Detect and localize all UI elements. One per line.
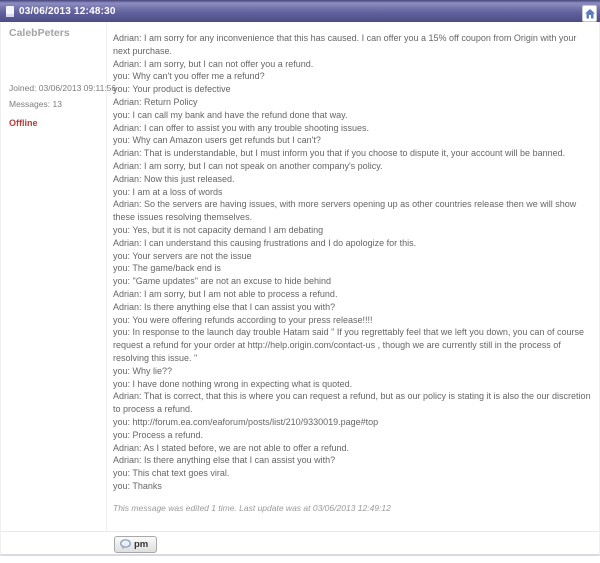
- chat-line: Adrian: As I stated before, we are not able to offer a refund.: [113, 442, 349, 453]
- chat-line: Adrian: Return Policy: [113, 96, 198, 107]
- author-status-badge: Offline: [9, 118, 38, 128]
- post-timestamp: 03/06/2013 12:48:30: [19, 5, 116, 17]
- chat-line: you: I have done nothing wrong in expecting what is quoted.: [113, 378, 353, 389]
- chat-line: Adrian: Is there anything else that I can assist you with?: [113, 455, 336, 466]
- chat-line: Adrian: I am sorry, but I am not able to process a refund.: [113, 288, 338, 299]
- chat-line: you: Why can Amazon users get refunds but I can't?: [113, 135, 321, 146]
- pm-icon: [120, 539, 131, 550]
- chat-line: Adrian: That is understandable, but I must inform you that if you choose to dispute it, your account will be banned.: [113, 148, 566, 159]
- edit-note: This message was edited 1 time. Last update was at 03/06/2013 12:49:12: [113, 503, 391, 513]
- chat-line: Adrian: That is correct, that this is where you can request a refund, but as our policy is stating it is also the our discretion to process a refund.: [113, 391, 591, 415]
- chat-transcript: [113, 32, 595, 493]
- chat-line: you: Why can't you offer me a refund?: [113, 71, 265, 82]
- page-icon: [6, 6, 14, 17]
- author-message-count: Messages: 13: [9, 99, 62, 109]
- footer-divider: [1, 531, 599, 532]
- chat-line: you: Process a refund.: [113, 429, 204, 440]
- pm-button[interactable]: [114, 536, 157, 553]
- chat-line: you: In response to the launch day trouble Hatam said " If you regrettably feel that we left you down, you can of course request a refund for your order at http://help.origin.com/contact-us , though we are currently still in the process of resolving this issue. ": [113, 327, 584, 363]
- author-sidebar: [9, 22, 117, 554]
- chat-line: you: I can call my bank and have the refund done that way.: [113, 109, 348, 120]
- chat-line: you: This chat text goes viral.: [113, 468, 230, 479]
- author-joined-date: Joined: 03/06/2013 09:11:56: [9, 83, 117, 93]
- home-icon[interactable]: [582, 5, 597, 22]
- chat-line: you: Your servers are not the issue: [113, 250, 252, 261]
- chat-line: you: The game/back end is: [113, 263, 221, 274]
- post-body: [0, 22, 600, 556]
- chat-line: you: Why lie??: [113, 365, 173, 376]
- chat-line: you: http://forum.ea.com/eaforum/posts/list/210/9330019.page#top: [113, 416, 379, 427]
- chat-line: you: Yes, but it is not capacity demand I am debating: [113, 224, 324, 235]
- chat-line: Adrian: I am sorry for any inconvenience that this has caused. I can offer you a 15% off coupon from Origin with your next purchase.: [113, 33, 577, 56]
- chat-line: Adrian: So the servers are having issues, with more servers opening up as other countries release then we will show these issues resolving themselves.: [113, 199, 577, 223]
- chat-line: you: You were offering refunds according to your press release!!!!: [113, 314, 373, 325]
- chat-line: Adrian: I am sorry, but I can not offer you a refund.: [113, 58, 314, 69]
- chat-line: you: "Game updates" are not an excuse to hide behind: [113, 276, 332, 287]
- chat-line: Adrian: I can offer to assist you with any trouble shooting issues.: [113, 122, 369, 133]
- chat-line: Adrian: Now this just released.: [113, 173, 235, 184]
- chat-line: Adrian: I can understand this causing frustrations and I do apologize for this.: [113, 237, 417, 248]
- post-header: [0, 0, 600, 22]
- home-icon-glyph: [585, 9, 595, 19]
- author-username[interactable]: CalebPeters: [9, 27, 70, 39]
- chat-line: Adrian: I am sorry, but I can not speak on another company's policy.: [113, 160, 383, 171]
- chat-line: you: I am at a loss of words: [113, 186, 223, 197]
- pm-button-label: pm: [134, 539, 149, 550]
- chat-line: Adrian: Is there anything else that I can assist you with?: [113, 301, 336, 312]
- column-divider: [106, 22, 107, 531]
- chat-line: you: Your product is defective: [113, 84, 231, 95]
- chat-line: you: Thanks: [113, 480, 162, 491]
